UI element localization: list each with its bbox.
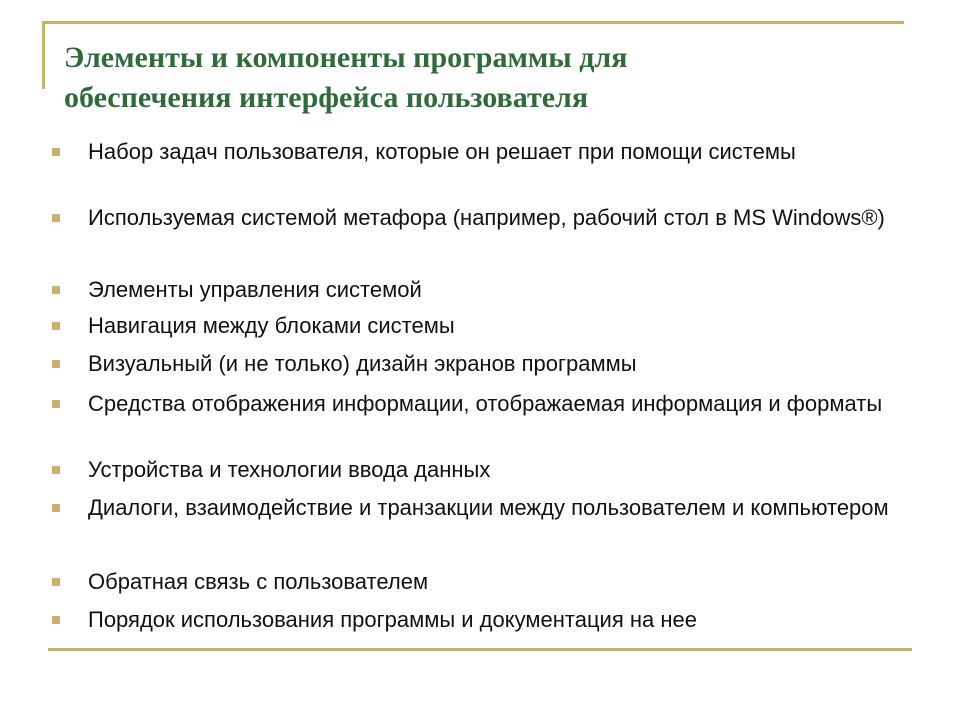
square-bullet-icon: [52, 466, 60, 474]
list-item-text: Элементы управления системой: [88, 277, 422, 302]
list-item-text: Набор задач пользователя, которые он решает при помощи системы: [88, 139, 796, 164]
square-bullet-icon: [52, 400, 60, 408]
square-bullet-icon: [52, 616, 60, 624]
list-item-text: Средства отображения информации, отображаемая информация и форматы: [88, 391, 883, 416]
list-item-text: Визуальный (и не только) дизайн экранов программы: [88, 351, 637, 376]
list-item-text: Устройства и технологии ввода данных: [88, 457, 491, 482]
list-item-text: Используемая системой метафора (например, рабочий стол в MS Windows®): [88, 205, 885, 230]
frame-bottom-line: [48, 648, 912, 651]
square-bullet-icon: [52, 286, 60, 294]
slide-title-line-1: Элементы и компоненты программы для: [64, 41, 628, 74]
square-bullet-icon: [52, 360, 60, 368]
square-bullet-icon: [52, 214, 60, 222]
list-item-text: Обратная связь с пользователем: [88, 569, 429, 594]
slide-title-line-2: обеспечения интерфейса пользователя: [64, 81, 589, 114]
square-bullet-icon: [52, 148, 60, 156]
frame-left-line: [42, 21, 45, 89]
slide-title: [64, 38, 904, 118]
list-item-text: Порядок использования программы и документация на нее: [88, 607, 697, 632]
square-bullet-icon: [52, 322, 60, 330]
list-item-text: Диалоги, взаимодействие и транзакции между пользователем и компьютером: [88, 495, 889, 520]
square-bullet-icon: [52, 578, 60, 586]
list-item-text: Навигация между блоками системы: [88, 313, 455, 338]
frame-top-line: [42, 21, 904, 24]
square-bullet-icon: [52, 504, 60, 512]
